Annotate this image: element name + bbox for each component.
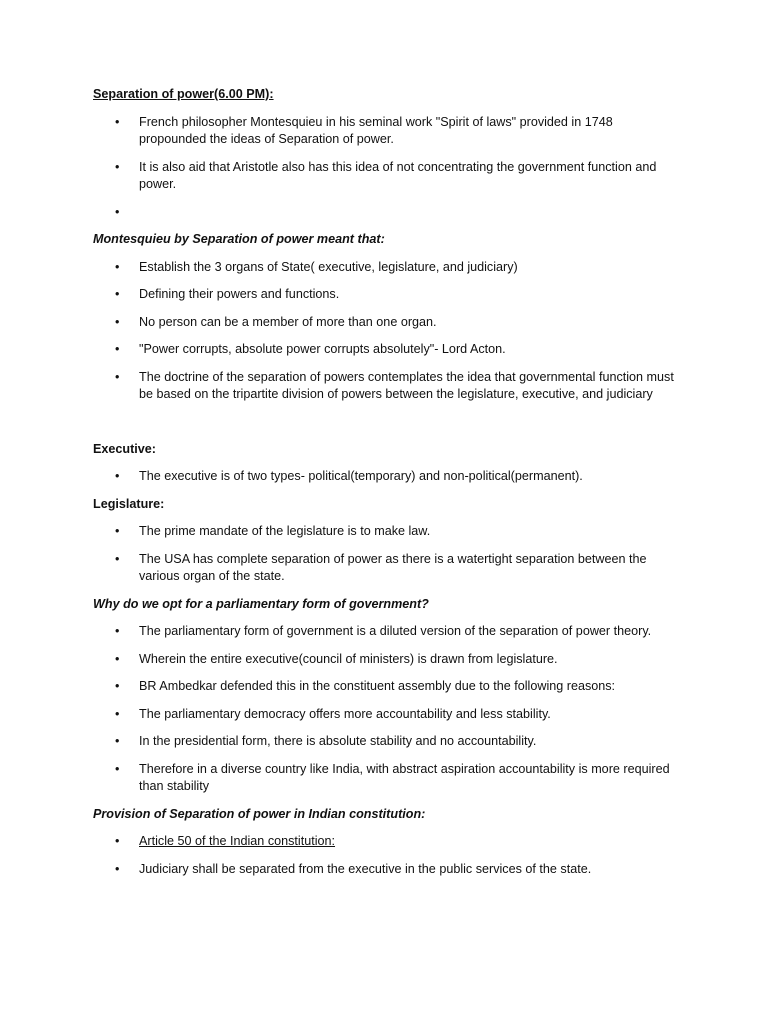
list-item: • The doctrine of the separation of powers contemplates the idea that governmental function must be based on the tripartite division of powers between the legislature, executive, and judiciary <box>115 369 674 401</box>
section-heading-separation-of-power: Separation of power(6.00 PM): <box>93 87 274 101</box>
section-heading-indian-constitution: Provision of Separation of power in Indian constitution: <box>93 806 426 821</box>
bullet-icon: • <box>115 761 120 776</box>
list-item: • Defining their powers and functions. <box>93 286 683 304</box>
article-50-text: Article 50 of the Indian constitution: <box>139 834 336 848</box>
bullet-list-montesquieu <box>93 259 683 404</box>
bullet-icon: • <box>115 287 120 301</box>
bullet-list-parliamentary-form <box>93 623 683 796</box>
bullet-icon: • <box>115 651 120 666</box>
bullet-icon: • <box>115 734 120 748</box>
document-page <box>93 86 683 888</box>
list-item: • Establish the 3 organs of State( executive, legislature, and judiciary) <box>93 259 683 277</box>
bullet-list-separation-of-power <box>93 114 683 222</box>
bullet-list-executive <box>93 468 683 486</box>
list-item: • In the presidential form, there is absolute stability and no accountability. <box>93 733 683 751</box>
list-item: • The parliamentary form of government is a diluted version of the separation of power theory. <box>93 623 683 641</box>
bullet-icon: • <box>115 114 120 129</box>
list-item: • Wherein the entire executive(council of ministers) is drawn from legislature. <box>93 651 683 669</box>
bullet-icon: • <box>115 524 120 538</box>
bullet-icon: • <box>115 159 120 174</box>
bullet-icon: • <box>115 469 120 483</box>
section-heading-legislature: Legislature: <box>93 496 165 511</box>
bullet-icon: • <box>115 314 120 329</box>
list-item: • Judiciary shall be separated from the executive in the public services of the state. <box>93 861 683 879</box>
list-item: • BR Ambedkar defended this in the constituent assembly due to the following reasons: <box>93 678 683 696</box>
bullet-icon: • <box>115 342 120 356</box>
bullet-list-indian-constitution <box>93 833 683 878</box>
list-item: • Therefore in a diverse country like India, with abstract aspiration accountability is more required than stability <box>115 761 670 793</box>
bullet-icon: • <box>115 551 120 566</box>
bullet-icon: • <box>115 369 120 384</box>
bullet-icon: • <box>115 679 120 693</box>
list-item-empty <box>93 204 683 222</box>
section-heading-parliamentary-form: Why do we opt for a parliamentary form of government? <box>93 596 429 611</box>
list-item: • The executive is of two types- political(temporary) and non-political(permanent). <box>93 468 683 486</box>
bullet-list-legislature <box>93 523 683 586</box>
bullet-icon: • <box>115 706 120 721</box>
section-heading-executive: Executive: <box>93 441 156 456</box>
list-item <box>93 833 683 851</box>
bullet-icon: • <box>115 204 120 219</box>
list-item: • The prime mandate of the legislature is to make law. <box>93 523 683 541</box>
bullet-icon: • <box>115 834 120 848</box>
bullet-icon: • <box>115 861 120 876</box>
section-heading-montesquieu: Montesquieu by Separation of power meant that: <box>93 232 385 246</box>
list-item: • It is also aid that Aristotle also has this idea of not concentrating the government function and power. <box>115 159 657 191</box>
list-item: • French philosopher Montesquieu in his seminal work "Spirit of laws" provided in 1748 propounded the ideas of Separation of power. <box>115 114 613 146</box>
list-item: • The USA has complete separation of power as there is a watertight separation between the various organ of the state. <box>115 551 647 583</box>
bullet-icon: • <box>115 259 120 274</box>
bullet-icon: • <box>115 624 120 638</box>
list-item: • No person can be a member of more than one organ. <box>93 314 683 332</box>
list-item: • The parliamentary democracy offers more accountability and less stability. <box>93 706 683 724</box>
list-item: • "Power corrupts, absolute power corrupts absolutely"- Lord Acton. <box>93 341 683 359</box>
